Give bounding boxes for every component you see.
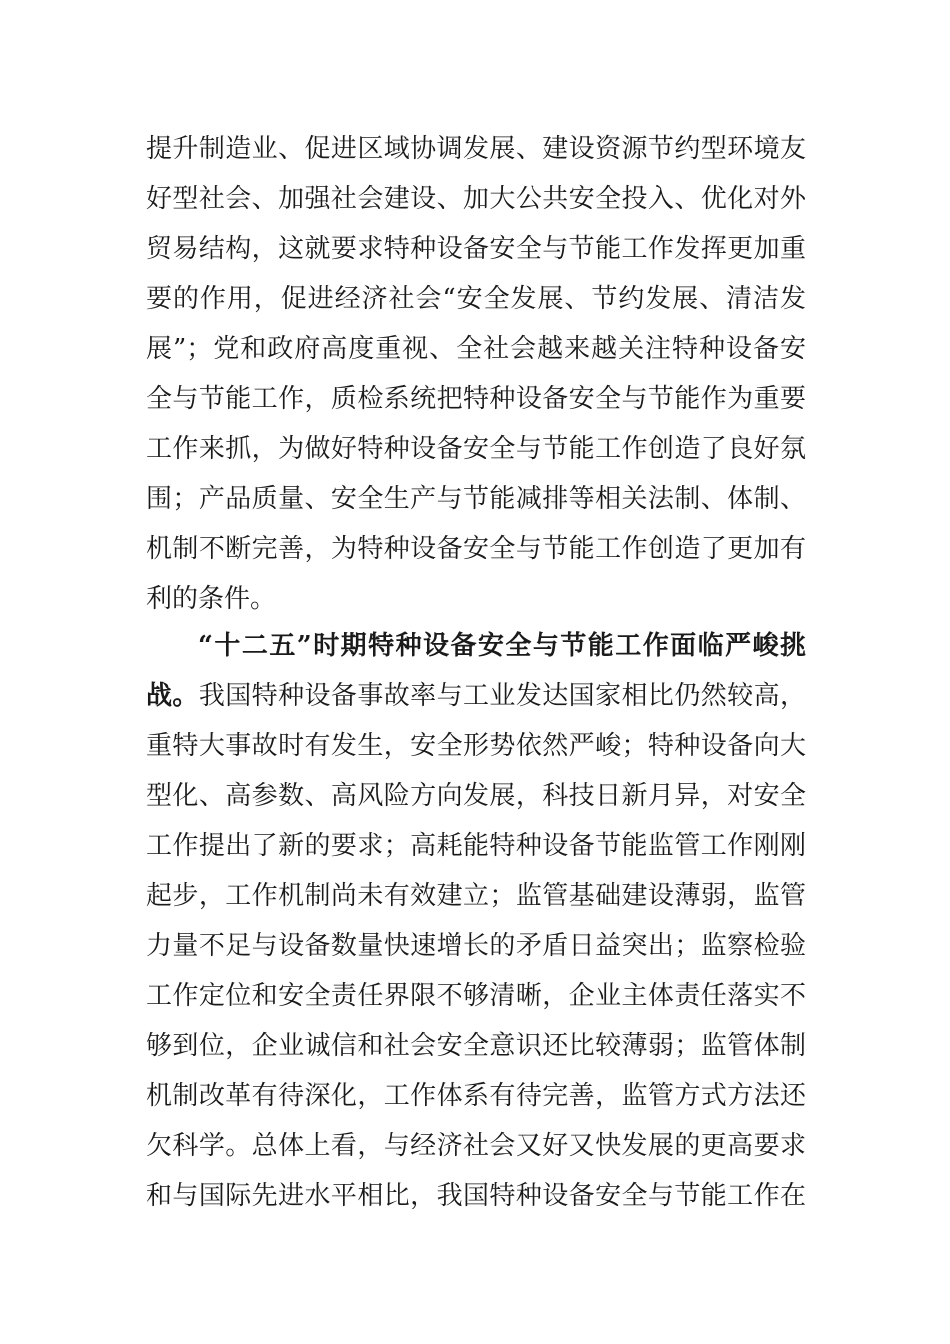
paragraph-1-line-8: 围；产品质量、安全生产与节能减排等相关法制、体制、 <box>146 484 806 514</box>
paragraph-2-line-3: 重特大事故时有发生，安全形势依然严峻；特种设备向大 <box>146 731 806 761</box>
paragraph-2-line-4: 型化、高参数、高风险方向发展，科技日新月异，对安全 <box>146 781 806 811</box>
paragraph-1-line-1: 提升制造业、促进区域协调发展、建设资源节约型环境友 <box>146 134 806 164</box>
paragraph-2-line-8: 工作定位和安全责任界限不够清晰，企业主体责任落实不 <box>146 981 806 1011</box>
paragraph-1-line-5: 展”；党和政府高度重视、全社会越来越关注特种设备安 <box>146 334 806 364</box>
paragraph-2-line-12: 和与国际先进水平相比，我国特种设备安全与节能工作在 <box>146 1181 806 1211</box>
paragraph-2-line-5: 工作提出了新的要求；高耗能特种设备节能监管工作刚刚 <box>146 831 806 861</box>
paragraph-2-lead-line: “十二五”时期特种设备安全与节能工作面临严峻挑 <box>198 631 806 661</box>
paragraph-2-line-11: 欠科学。总体上看，与经济社会又好又快发展的更高要求 <box>146 1131 806 1161</box>
paragraph-2-line-2-rest: 我国特种设备事故率与工业发达国家相比仍然较高， <box>198 681 806 711</box>
paragraph-1-line-7: 工作来抓，为做好特种设备安全与节能工作创造了良好氛 <box>146 434 806 464</box>
paragraph-1-line-9: 机制不断完善，为特种设备安全与节能工作创造了更加有 <box>146 534 806 564</box>
paragraph-2-line-10: 机制改革有待深化，工作体系有待完善，监管方式方法还 <box>146 1081 806 1111</box>
paragraph-1-line-2: 好型社会、加强社会建设、加大公共安全投入、优化对外 <box>146 184 806 214</box>
paragraph-1-line-10: 利的条件。 <box>146 584 277 614</box>
paragraph-2-line-9: 够到位，企业诚信和社会安全意识还比较薄弱；监管体制 <box>146 1031 806 1061</box>
paragraph-2-line-6: 起步，工作机制尚未有效建立；监管基础建设薄弱，监管 <box>146 881 806 911</box>
paragraph-1-line-4: 要的作用，促进经济社会“安全发展、节约发展、清洁发 <box>146 284 806 314</box>
paragraph-2-line-2 <box>146 671 806 721</box>
paragraph-2-line-7: 力量不足与设备数量快速增长的矛盾日益突出；监察检验 <box>146 931 806 961</box>
paragraph-2-lead-tail: 战。 <box>146 681 199 711</box>
paragraph-1-line-6: 全与节能工作，质检系统把特种设备安全与节能作为重要 <box>146 384 806 414</box>
paragraph-1-line-3: 贸易结构，这就要求特种设备安全与节能工作发挥更加重 <box>146 234 806 264</box>
